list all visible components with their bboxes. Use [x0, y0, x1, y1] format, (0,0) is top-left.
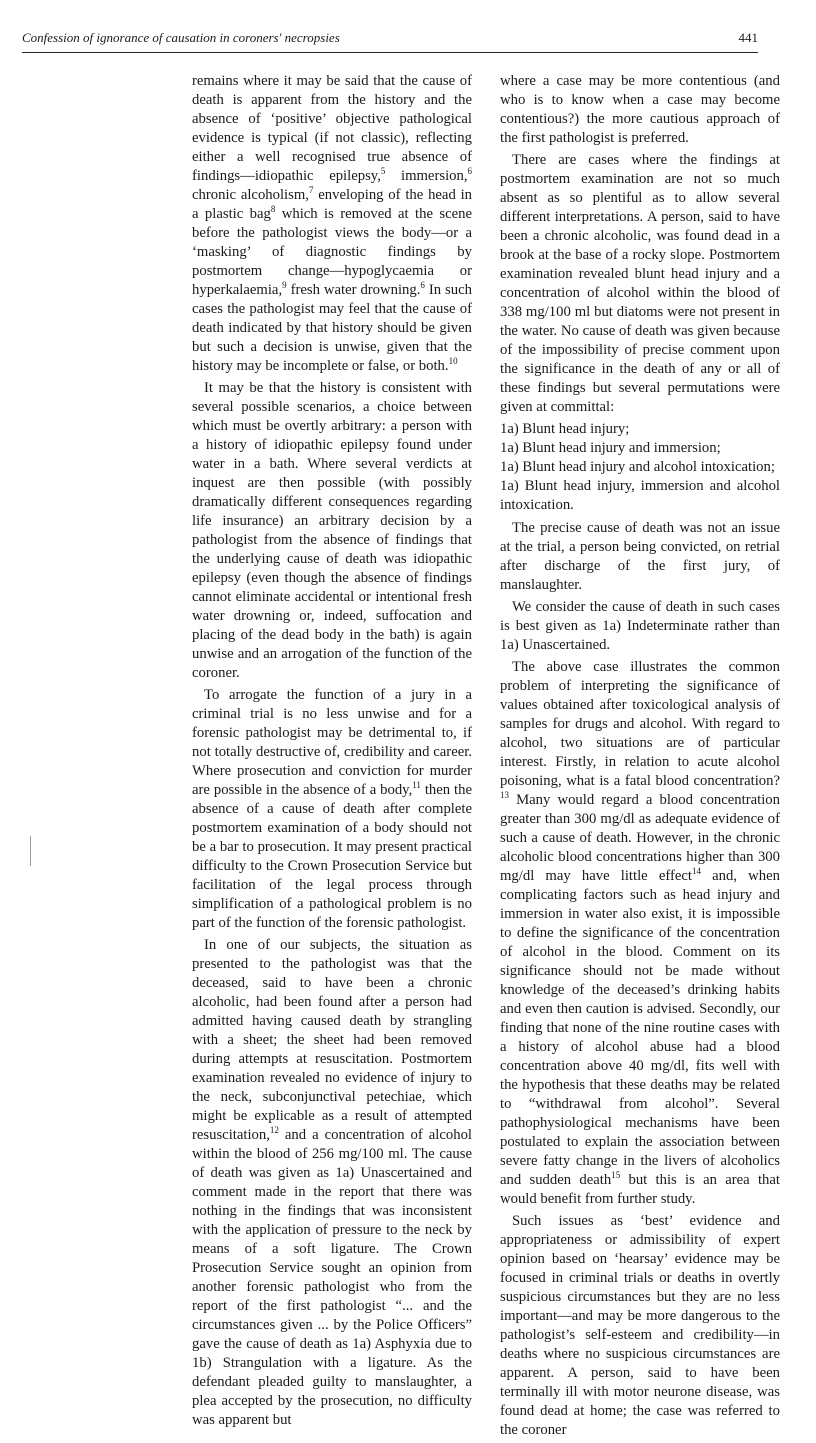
reference-marker: 6 — [467, 166, 473, 177]
reference-marker: 12 — [269, 1125, 279, 1136]
cause-of-death-item: 1a) Blunt head injury, immersion and alcohol intoxication. — [500, 478, 780, 513]
cause-of-death-item: 1a) Blunt head injury; — [500, 421, 630, 437]
reference-marker: 5 — [380, 166, 386, 177]
reference-marker: 8 — [270, 204, 276, 215]
page-header — [22, 30, 758, 50]
paragraph: Such issues as ‘best’ evidence and appropriateness or admissibility of expert opinion based on ‘hearsay’ evidence may be focused in criminal trials or deaths in overtly suspicious circumstances but they are no less important—and may be more dangerous to the pathologist’s self-esteem and credibility—in deaths where no suspicious circumstances are apparent. A person, said to have been terminally ill with motor neurone disease, was found dead at home; the case was referred to the coroner — [500, 1213, 780, 1438]
reference-marker: 14 — [691, 866, 701, 877]
reference-marker: 13 — [500, 790, 509, 801]
right-column — [500, 72, 780, 1443]
page-number: 441 — [738, 30, 758, 45]
cause-of-death-item: 1a) Blunt head injury and alcohol intoxication; — [500, 459, 775, 475]
paragraph: To arrogate the function of a jury in a criminal trial is no less unwise and for a forensic pathologist may be detrimental to, if not totally destructive of, credibility and career. Where prosecution and conviction for murder are possible in the absence of a body,$^{11}$ then the absence of a cause of death after complete postmortem examination of a body should not be a bar to prosecution. It may present practical difficulty to the Crown Prosecution Service but facilitation of the legal process through simplification of a pathological problem is no part of the function of the forensic pathologist. — [192, 687, 473, 931]
reference-marker: 7 — [308, 185, 314, 196]
paragraph: In one of our subjects, the situation as presented to the pathologist was that the deceased, said to have been a chronic alcoholic, had been found after a person had admitted having caused death by strangling with a sheet; the sheet had been removed during attempts at resuscitation. Postmortem examination revealed no evidence of injury to the neck, subconjunctival petechiae, which might be explicable as a result of attempted resuscitation,$^{12}$ and a concentration of alcohol within the blood of 256 mg/100 ml. The cause of death was given as 1a) Unascertained and comment made in the report that there was nothing in the findings that was inconsistent with the application of pressure to the neck by means of a soft ligature. The Crown Prosecution Service sought an opinion from another forensic pathologist who from the report of the first pathologist “... and the circumstances given ... by the Police Officers” gave the cause of death as 1a) Asphyxia due to 1b) Strangulation with a ligature. As the defendant pleaded guilty to manslaughter, a plea accepted by the prosecution, no difficulty was apparent but — [192, 937, 472, 1428]
paragraph: remains where it may be said that the cause of death is apparent from the history and the absence of ‘positive’ objective pathological evidence is typical (if not classic), reflecting either a well recognised true absence of findings—idiopathic epilepsy,$^5$ immersion,$^6$ chronic alcoholism,$^7$ enveloping of the head in a plastic bag$^8$ which is removed at the scene before the pathologist views the body—or a ‘masking’ of diagnostic findings by postmortem change—hypoglycaemia or hyperkalaemia,$^9$ fresh water drowning.$^6$ In such cases the pathologist may feel that the cause of death indicated by that history should be given but such a decision is unwise, given that the history may be incomplete or false, or both.$^{10}$ — [192, 73, 473, 374]
reference-marker: 6 — [420, 280, 425, 291]
header-rule — [22, 52, 758, 53]
reference-marker: 9 — [282, 280, 287, 291]
paragraph: where a case may be more contentious (and who is to know when a case may become contentious?) the more cautious approach of the first pathologist is preferred. — [500, 73, 780, 146]
paragraph: We consider the cause of death in such cases is best given as 1a) Indeterminate rather than 1a) Unascertained. — [500, 599, 780, 653]
cause-of-death-item: 1a) Blunt head injury and immersion; — [500, 440, 721, 456]
margin-mark — [30, 836, 31, 866]
paragraph: The above case illustrates the common problem of interpreting the significance of values obtained after toxicological analysis of samples for drugs and alcohol. With regard to alcohol, two situations are of particular interest. Firstly, in relation to acute alcohol poisoning, what is a fatal blood concentration?$^{13}$ Many would regard a blood concentration greater than 300 mg/dl as adequate evidence of such a cause of death. However, in the chronic alcoholic blood concentrations higher than 300 mg/dl may have little effect$^{14}$ and, when complicating factors such as head injury and immersion in water also exist, it is impossible to define the significance of the concentration of alcohol in the blood. Comment on its significance should not be made without knowledge of the deceased’s drinking habits and even then caution is advised. Secondly, our finding that none of the nine routine cases with a history of alcohol abuse had a blood concentration above 40 mg/dl, fits well with the hypothesis that these deaths may be related to “withdrawal from alcohol”. Several pathophysiological mechanisms have been postulated to explain the association between severe fatty change in the livers of alcoholics and sudden death$^{15}$ but this is an area that would benefit from further study. — [500, 659, 780, 1207]
reference-marker: 11 — [412, 780, 421, 791]
paragraph: It may be that the history is consistent with several possible scenarios, a choice between which must be overtly arbitrary: a person with a history of idiopathic epilepsy found under water in a bath. Where several verdicts at inquest are then possible (with possibly dramatically different consequences regarding life insurance) an arbitrary decision by a pathologist from the absence of findings that the underlying cause of death was idiopathic epilepsy (even though the absence of findings cannot eliminate accidental or intentional fresh water drowning or, indeed, suffocation and placing of the dead body in the bath) is again unwise and an arrogation of the function of the coroner. — [192, 380, 472, 681]
paragraph: The precise cause of death was not an issue at the trial, a person being convicted, on retrial after discharge of the first jury, of manslaughter. — [500, 520, 780, 593]
paragraph: There are cases where the findings at postmortem examination are not so much absent as so plentiful as to allow several different interpretations. A person, said to have been a chronic alcoholic, was found dead in a brook at the base of a rocky slope. Postmortem examination revealed blunt head injury and a concentration of alcohol within the blood of 338 mg/100 ml but diatoms were not present in the water. No cause of death was given because of the impossibility of precise comment upon the significance in the death of any or all of these findings but several permutations were given at committal: — [500, 152, 780, 415]
reference-marker: 15 — [611, 1170, 621, 1181]
reference-marker: 10 — [448, 356, 458, 367]
running-title: Confession of ignorance of causation in coroners' necropsies — [22, 30, 340, 45]
left-column — [192, 72, 472, 1433]
